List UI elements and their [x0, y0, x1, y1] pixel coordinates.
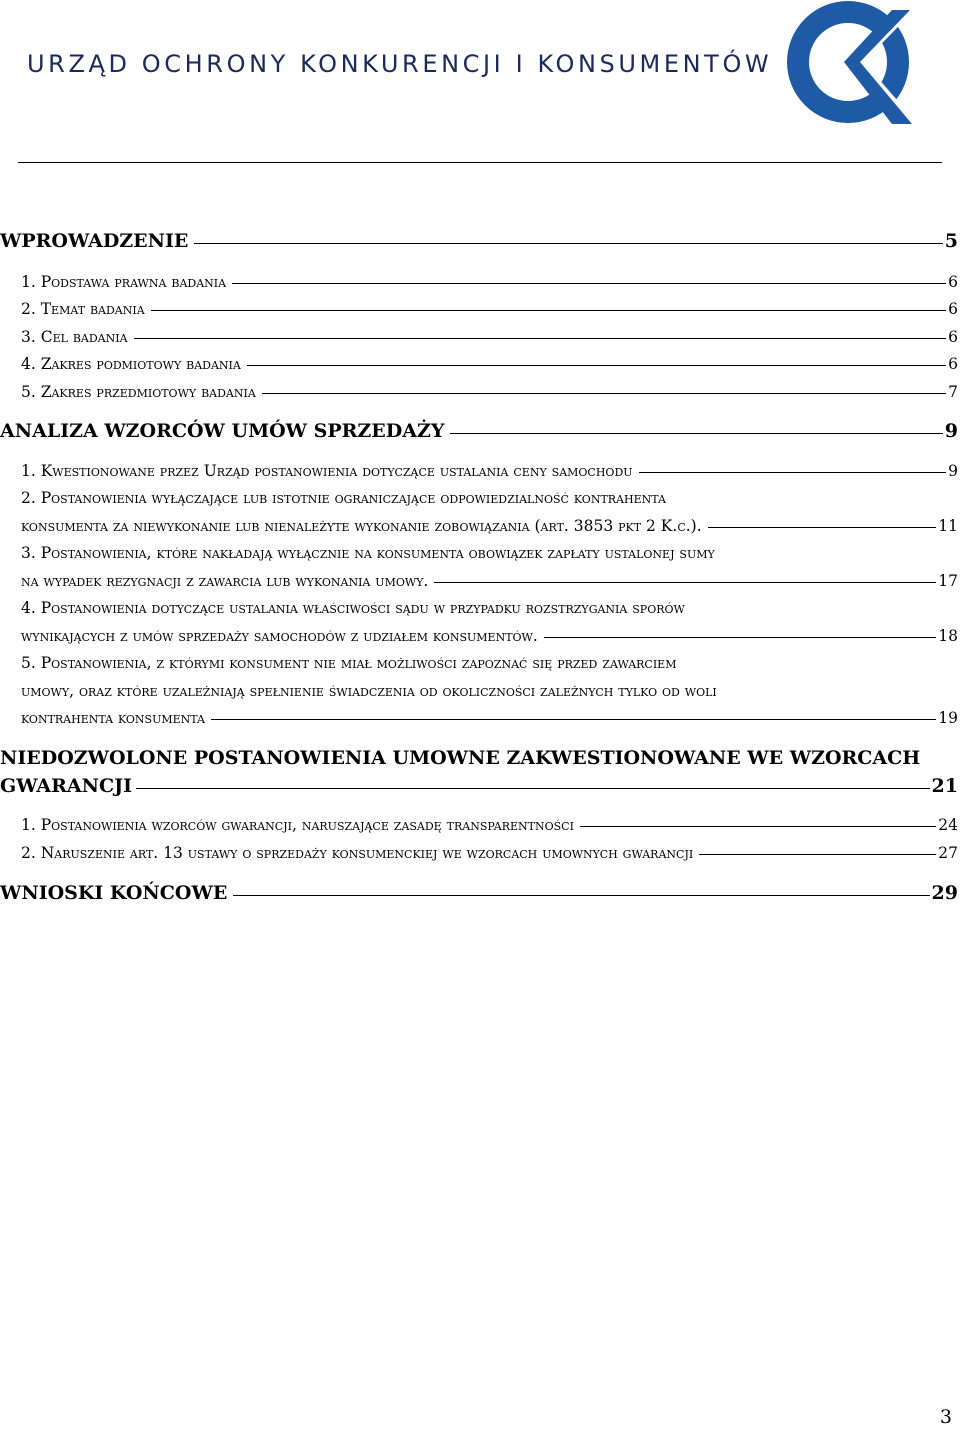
toc-leader [544, 637, 936, 638]
toc-title-line: wynikających z umów sprzedaży samochodów z udziałem konsumentów. [21, 626, 538, 645]
toc-entry-analiza[interactable] [0, 420, 958, 442]
toc-leader [233, 895, 929, 896]
toc-entry-ustalanie-ceny[interactable] [21, 462, 958, 480]
toc-entry-zapoznanie[interactable] [21, 650, 958, 733]
toc-title: 3. Cel badania [21, 328, 128, 346]
toc-title-line: NIEDOZWOLONE POSTANOWIENIA UMOWNE ZAKWESTIONOWANE WE WZORCACH [0, 747, 921, 769]
toc-leader [136, 788, 930, 789]
toc-leader [247, 365, 946, 366]
toc-page: 29 [931, 882, 958, 904]
toc-title-line: konsumenta za niewykonanie lub nienależyte wykonanie zobowiązania (art. 3853 pkt 2 K.c.). [21, 516, 702, 535]
toc-entry-zakres-przedmiotowy[interactable] [21, 383, 958, 401]
toc-title: 4. Zakres podmiotowy badania [21, 355, 241, 373]
page-number: 3 [939, 1406, 952, 1428]
toc-entry-wprowadzenie[interactable] [0, 230, 958, 252]
toc-page: 27 [938, 844, 958, 862]
toc-page: 17 [938, 571, 958, 590]
toc-title: WNIOSKI KOŃCOWE [0, 882, 228, 904]
toc-title-line: kontrahenta konsumenta [21, 709, 205, 727]
toc-leader [434, 582, 936, 583]
toc-page: 5 [944, 230, 958, 252]
toc-leader [134, 338, 947, 339]
toc-entry-oplata-rezygnacja[interactable] [21, 540, 958, 595]
toc-title-line: 4. Postanowienia dotyczące ustalania właściwości sądu w przypadku rozstrzygania sporów [21, 599, 685, 617]
toc-page: 7 [948, 383, 958, 401]
toc-title-line: 5. Postanowienia, z którymi konsument nie miał możliwości zapoznać się przed zawarciem [21, 654, 677, 672]
toc-entry-wnioski[interactable] [0, 882, 958, 904]
toc-title: 2. Temat badania [21, 300, 145, 318]
toc-page: 6 [948, 328, 958, 346]
header-title: URZĄD OCHRONY KONKURENCJI I KONSUMENTÓW [27, 50, 773, 78]
toc-page: 6 [948, 355, 958, 373]
toc-title: 1. Kwestionowane przez Urząd postanowienia dotyczące ustalania ceny samochodu [21, 462, 633, 480]
toc-entry-temat[interactable] [21, 300, 958, 318]
toc-title: 2. Naruszenie art. 13 ustawy o sprzedaży konsumenckiej we wzorcach umownych gwarancji [21, 844, 694, 862]
toc-entry-zakres-podmiotowy[interactable] [21, 355, 958, 373]
toc-entry-cel[interactable] [21, 328, 958, 346]
toc-leader [580, 826, 936, 827]
header-divider [18, 162, 942, 163]
toc-entry-niedozwolone[interactable] [0, 744, 958, 800]
toc-leader [194, 243, 942, 244]
toc-page: 6 [948, 300, 958, 318]
toc-leader [639, 472, 947, 473]
toc-title-line: 2. Postanowienia wyłączające lub istotnie ograniczające odpowiedzialność kontrahenta [21, 489, 666, 507]
toc-title: ANALIZA WZORCÓW UMÓW SPRZEDAŻY [0, 420, 445, 442]
toc-page: 19 [938, 709, 958, 727]
toc-leader [708, 527, 937, 528]
toc-title: 1. Postanowienia wzorców gwarancji, naruszające zasadę transparentności [21, 816, 574, 834]
toc-entry-transparentnosc[interactable] [21, 816, 958, 834]
toc-title-line: na wypadek rezygnacji z zawarcia lub wykonania umowy. [21, 571, 429, 590]
toc-entry-podstawa[interactable] [21, 273, 958, 291]
toc-page: 11 [938, 516, 958, 535]
toc-entry-odpowiedzialnosc[interactable] [21, 485, 958, 540]
toc-entry-naruszenie-art13[interactable] [21, 844, 958, 862]
toc-leader [450, 433, 942, 434]
toc-leader [211, 719, 936, 720]
toc-title-line: 3. Postanowienia, które nakładają wyłącznie na konsumenta obowiązek zapłaty ustalonej sumy [21, 544, 715, 562]
toc-title: 5. Zakres przedmiotowy badania [21, 383, 256, 401]
toc-page: 18 [938, 626, 958, 645]
toc-leader [699, 854, 936, 855]
uokik-logo [786, 0, 918, 132]
toc-title: 1. Podstawa prawna badania [21, 273, 227, 291]
toc-page: 21 [931, 775, 958, 797]
toc-leader [262, 393, 946, 394]
toc-title: WPROWADZENIE [0, 230, 189, 252]
toc-page: 9 [948, 462, 958, 480]
toc-entry-wlasciwosc-sadu[interactable] [21, 595, 958, 650]
toc-page: 6 [948, 273, 958, 291]
toc-title-line: umowy, oraz które uzależniają spełnienie świadczenia od okoliczności zależnych tylko od woli [21, 681, 717, 700]
toc-leader [232, 283, 946, 284]
toc-title-line: GWARANCJI [0, 775, 132, 797]
toc-page: 9 [944, 420, 958, 442]
toc-page: 24 [938, 816, 958, 834]
toc-leader [151, 310, 946, 311]
